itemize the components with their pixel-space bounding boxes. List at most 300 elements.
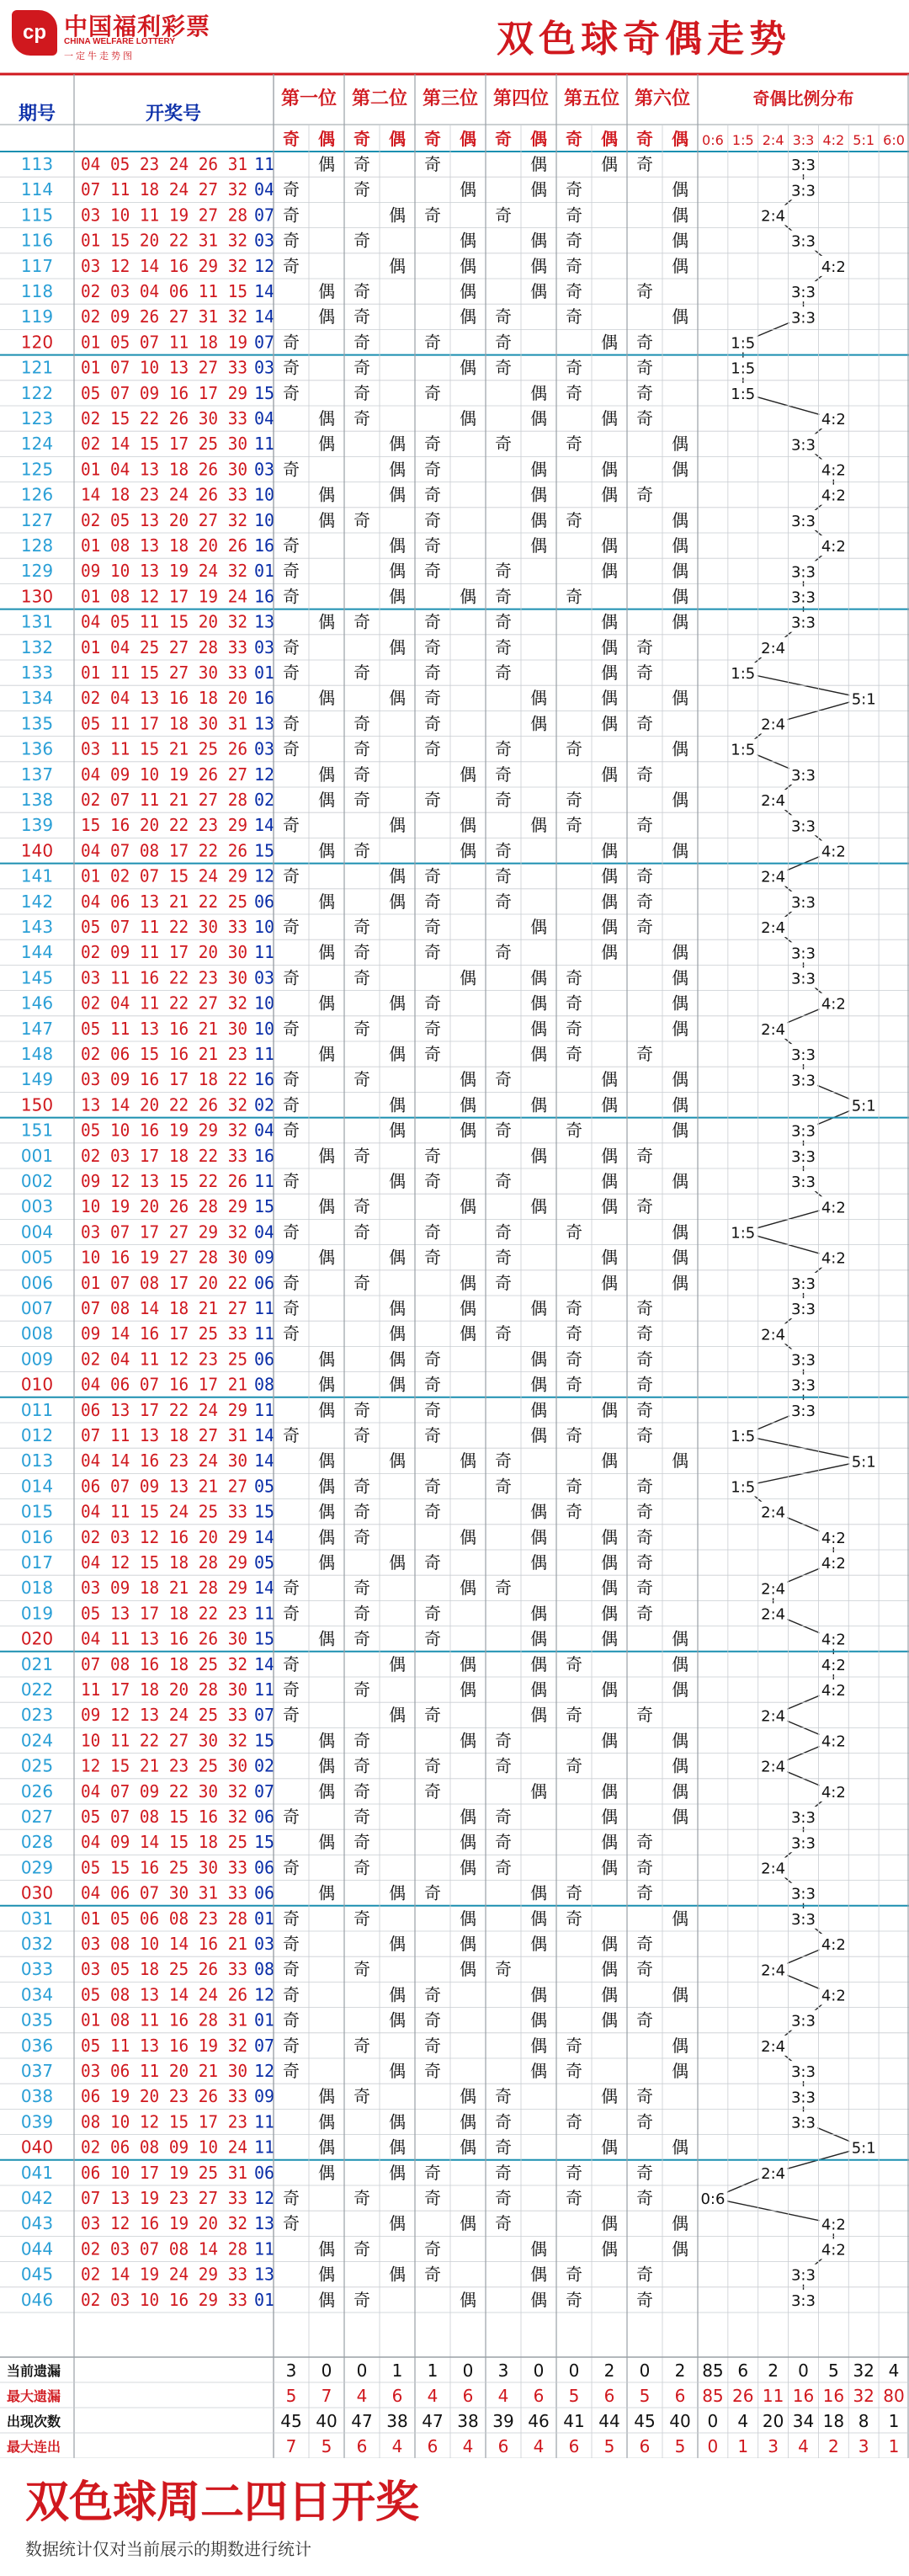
even-mark: 偶 [601,1552,618,1573]
odd-mark: 奇 [495,1120,512,1141]
blue-ball-cell: 11 [254,1044,275,1064]
even-mark: 偶 [530,1679,547,1700]
ratio-mark: 3:3 [790,614,816,632]
red-balls-cell: 01 05 06 08 23 28 [81,1908,247,1929]
odd-mark: 奇 [636,815,653,836]
odd-mark: 奇 [424,713,441,734]
odd-mark: 奇 [566,586,582,607]
even-mark: 偶 [601,332,618,353]
period-cell: 033 [20,1959,54,1980]
odd-mark: 奇 [636,281,653,301]
even-mark: 偶 [460,1857,476,1878]
odd-mark: 奇 [424,942,441,963]
odd-mark: 奇 [283,230,300,251]
even-mark: 偶 [318,764,335,785]
blue-ball-cell: 03 [254,636,275,657]
even-mark: 偶 [672,1908,688,1929]
red-balls-cell: 03 07 17 27 29 32 [81,1221,247,1243]
even-mark: 偶 [530,382,547,403]
ratio-mark: 1:5 [731,1478,756,1497]
even-mark: 偶 [460,2137,476,2158]
period-cell: 002 [20,1171,54,1191]
odd-mark: 奇 [424,1425,441,1445]
period-cell: 038 [20,2086,54,2107]
ratio-mark: 3:3 [790,436,816,455]
lottery-logo-mark: cp [12,10,57,56]
red-balls-cell: 13 14 20 22 26 32 [81,1094,247,1115]
odd-mark: 奇 [283,1934,300,1954]
even-mark: 偶 [672,1272,688,1293]
even-mark: 偶 [318,1145,335,1166]
even-mark: 偶 [601,1171,618,1191]
blue-ball-cell: 04 [254,179,275,200]
stats-value: 6 [674,2386,686,2406]
odd-mark: 奇 [354,1526,370,1547]
red-balls-cell: 02 04 11 22 27 32 [81,993,247,1014]
odd-mark: 奇 [495,434,512,455]
odd-mark: 奇 [636,1603,653,1624]
blue-ball-cell: 05 [254,1476,275,1497]
stats-value: 85 [702,2386,724,2406]
odd-mark: 奇 [283,2061,300,2081]
red-balls-cell: 02 07 11 21 27 28 [81,790,247,810]
period-cell: 149 [20,1069,54,1090]
odd-mark: 奇 [566,281,582,301]
odd-mark: 奇 [495,357,512,378]
odd-mark: 奇 [495,1221,512,1243]
even-mark: 偶 [389,1984,406,2005]
even-mark: 偶 [601,764,618,785]
stats-value: 1 [737,2436,749,2456]
blue-ball-cell: 15 [254,1832,275,1853]
blue-ball-cell: 06 [254,1857,275,1878]
period-cell: 120 [20,332,54,353]
odd-mark: 奇 [566,993,582,1014]
odd-mark: 奇 [636,1298,653,1318]
odd-mark: 奇 [354,2035,370,2056]
blue-ball-cell: 10 [254,1018,275,1039]
odd-mark: 奇 [283,636,300,657]
red-balls-cell: 02 14 15 17 25 30 [81,434,247,455]
even-mark: 偶 [672,1018,688,1039]
even-mark: 偶 [672,535,688,556]
odd-mark: 奇 [354,942,370,963]
stats-value: 18 [822,2411,845,2431]
odd-mark: 奇 [283,917,300,937]
stats-value: 32 [853,2360,874,2381]
even-mark: 偶 [389,1882,406,1903]
stats-value: 4 [462,2436,474,2456]
even-mark: 偶 [672,1221,688,1243]
red-balls-cell: 01 07 08 17 20 22 [81,1272,247,1293]
red-balls-cell: 07 08 14 18 21 27 [81,1298,247,1318]
even-mark: 偶 [672,1628,688,1649]
even-mark: 偶 [601,2009,618,2030]
odd-mark: 奇 [354,357,370,378]
odd-mark: 奇 [566,382,582,403]
even-mark: 偶 [318,509,335,530]
odd-mark: 奇 [636,154,653,174]
lottery-logo-en: CHINA WELFARE LOTTERY [64,37,176,46]
even-mark: 偶 [672,1780,688,1802]
even-mark: 偶 [601,1934,618,1954]
ratio-mark: 3:3 [790,2114,816,2132]
blue-ball-cell: 12 [254,1984,275,2005]
odd-mark: 奇 [424,1476,441,1497]
blue-ball-cell: 07 [254,332,275,353]
red-balls-cell: 04 05 11 15 20 32 [81,611,247,632]
footer-title: 双色球周二四日开奖 [25,2477,420,2528]
even-mark: 偶 [530,1374,547,1395]
blue-ball-cell: 04 [254,1221,275,1243]
period-cell: 114 [20,179,54,200]
ratio-mark: 4:2 [821,1631,846,1649]
even-mark: 偶 [601,1526,618,1547]
odd-mark: 奇 [354,1780,370,1802]
ratio-mark: 4:2 [821,538,846,556]
ratio-mark: 2:4 [761,1326,786,1344]
even-mark: 偶 [672,1679,688,1700]
period-cell: 037 [20,2061,54,2081]
odd-mark: 奇 [354,917,370,937]
footer [0,2458,909,2576]
odd-mark: 奇 [283,2188,300,2208]
stats-value: 4 [356,2386,368,2406]
odd-mark: 奇 [283,738,300,759]
odd-mark: 奇 [283,1807,300,1827]
odd-mark: 奇 [354,2238,370,2259]
odd-mark: 奇 [566,1501,582,1522]
odd-mark: 奇 [495,1730,512,1751]
red-balls-cell: 03 11 16 22 23 30 [81,967,247,988]
odd-mark: 奇 [354,738,370,759]
odd-mark: 奇 [636,2188,653,2208]
red-balls-cell: 09 12 13 24 25 33 [81,1705,247,1726]
ratio-mark: 3:3 [790,309,816,327]
stats-value: 45 [280,2411,302,2431]
period-cell: 021 [20,1653,54,1674]
even-mark: 偶 [530,1882,547,1903]
odd-mark: 奇 [283,815,300,836]
period-cell: 029 [20,1857,54,1878]
odd-mark: 奇 [566,357,582,378]
odd-mark: 奇 [566,1476,582,1497]
even-mark: 偶 [460,1450,476,1472]
even-mark: 偶 [672,2137,688,2158]
odd-mark: 奇 [636,1832,653,1853]
period-cell: 146 [20,993,54,1014]
period-header: 期号 [18,104,56,125]
odd-mark: 奇 [424,1628,441,1649]
period-cell: 017 [20,1552,54,1573]
blue-ball-cell: 08 [254,1959,275,1980]
odd-mark: 奇 [283,1603,300,1624]
odd-mark: 奇 [566,738,582,759]
ratio-mark: 1:5 [731,741,756,759]
even-mark: 偶 [389,459,406,480]
ratio-mark: 2:4 [761,919,786,938]
even-mark: 偶 [601,1959,618,1980]
odd-mark: 奇 [354,1196,370,1217]
even-mark: 偶 [389,434,406,455]
odd-mark: 奇 [495,1323,512,1344]
blue-ball-cell: 15 [254,1501,275,1522]
even-mark: 偶 [460,1069,476,1090]
ratio-mark: 3:3 [790,588,816,607]
stats-value: 6 [356,2436,368,2456]
even-mark: 偶 [530,1044,547,1064]
even-mark: 偶 [389,1349,406,1370]
stats-value: 5 [568,2386,580,2406]
odd-mark: 奇 [354,1832,370,1853]
stats-value: 6 [603,2386,615,2406]
odd-mark: 奇 [566,815,582,836]
odd-mark: 奇 [424,1145,441,1166]
even-mark: 偶 [601,1578,618,1599]
even-mark: 偶 [530,713,547,734]
ratio-mark: 3:3 [790,1301,816,1319]
even-mark: 偶 [389,2137,406,2158]
odd-mark: 奇 [495,2162,512,2183]
red-balls-cell: 04 06 07 16 17 21 [81,1374,247,1395]
red-balls-cell: 10 16 19 27 28 30 [81,1247,247,1268]
red-balls-cell: 07 11 18 24 27 32 [81,179,247,200]
even-mark: 偶 [672,790,688,810]
period-cell: 143 [20,917,54,937]
period-cell: 142 [20,891,54,912]
even-mark: 偶 [672,1450,688,1472]
even-mark: 偶 [389,1705,406,1726]
ratio-mark: 3:3 [790,182,816,200]
red-balls-cell: 01 08 13 18 20 26 [81,535,247,556]
blue-ball-cell: 11 [254,1679,275,1700]
ratio-mark: 3:3 [790,1147,816,1166]
ratio-mark: 2:4 [761,1580,786,1599]
even-header-1: 偶 [318,129,335,149]
even-header-5: 偶 [601,129,618,149]
odd-mark: 奇 [354,1730,370,1751]
red-balls-cell: 05 07 09 16 17 29 [81,382,247,403]
red-balls-cell: 01 08 12 17 19 24 [81,586,247,607]
red-balls-cell: 08 10 12 15 17 23 [81,2111,247,2132]
blue-ball-cell: 01 [254,2289,275,2310]
ratio-mark: 4:2 [821,1783,846,1802]
blue-ball-cell: 13 [254,713,275,734]
odd-mark: 奇 [354,2289,370,2310]
odd-mark: 奇 [495,891,512,912]
period-cell: 137 [20,764,54,785]
stats-value: 6 [639,2436,651,2456]
stats-value: 6 [533,2386,545,2406]
odd-mark: 奇 [283,1857,300,1878]
odd-mark: 奇 [495,738,512,759]
ratio-mark: 3:3 [790,817,816,836]
blue-ball-cell: 11 [254,2111,275,2132]
even-mark: 偶 [530,179,547,200]
odd-mark: 奇 [283,357,300,378]
odd-mark: 奇 [354,611,370,632]
red-balls-cell: 09 12 13 15 22 26 [81,1171,247,1191]
odd-mark: 奇 [424,1044,441,1064]
blue-ball-cell: 14 [254,1653,275,1674]
odd-mark: 奇 [354,2188,370,2208]
even-mark: 偶 [389,561,406,582]
stats-value: 3 [285,2360,297,2381]
stats-value: 0 [707,2436,719,2456]
odd-mark: 奇 [283,713,300,734]
even-mark: 偶 [389,993,406,1014]
blue-ball-cell: 13 [254,2264,275,2285]
odd-mark: 奇 [636,713,653,734]
even-mark: 偶 [318,1755,335,1776]
even-mark: 偶 [530,2264,547,2285]
stats-value: 6 [737,2360,749,2381]
odd-mark: 奇 [636,764,653,785]
period-cell: 144 [20,942,54,963]
blue-ball-cell: 11 [254,2238,275,2259]
red-balls-cell: 01 15 20 22 31 32 [81,230,247,251]
stats-value: 8 [858,2411,869,2431]
even-mark: 偶 [601,663,618,683]
odd-mark: 奇 [636,636,653,657]
blue-ball-cell: 11 [254,1171,275,1191]
odd-mark: 奇 [495,2188,512,2208]
stats-value: 2 [827,2436,839,2456]
even-mark: 偶 [601,459,618,480]
even-mark: 偶 [460,357,476,378]
ratio-mark: 3:3 [790,1046,816,1065]
odd-mark: 奇 [424,484,441,505]
page-title: 双色球奇偶走势 [497,18,791,61]
even-mark: 偶 [318,1526,335,1547]
even-mark: 偶 [318,993,335,1014]
odd-mark: 奇 [354,306,370,327]
odd-mark: 奇 [424,1603,441,1624]
odd-mark: 奇 [636,2289,653,2310]
odd-mark: 奇 [354,1018,370,1039]
odd-mark: 奇 [495,2086,512,2107]
odd-mark: 奇 [354,1272,370,1293]
even-mark: 偶 [318,1196,335,1217]
even-mark: 偶 [389,1094,406,1115]
even-mark: 偶 [601,408,618,428]
even-mark: 偶 [530,1552,547,1573]
even-mark: 偶 [460,1653,476,1674]
odd-mark: 奇 [424,332,441,353]
odd-mark: 奇 [495,663,512,683]
even-mark: 偶 [389,1552,406,1573]
odd-mark: 奇 [636,1934,653,1954]
stats-value: 5 [285,2386,297,2406]
odd-mark: 奇 [495,1857,512,1878]
period-cell: 015 [20,1501,54,1522]
even-mark: 偶 [389,1323,406,1344]
stats-value: 0 [462,2360,474,2381]
red-balls-cell: 04 06 07 30 31 33 [81,1882,247,1903]
odd-mark: 奇 [283,1171,300,1191]
even-mark: 偶 [530,1145,547,1166]
odd-mark: 奇 [566,2111,582,2132]
ratio-mark: 4:2 [821,2241,846,2259]
odd-mark: 奇 [283,663,300,683]
odd-mark: 奇 [636,1145,653,1166]
even-mark: 偶 [318,1780,335,1802]
blue-ball-cell: 14 [254,1425,275,1445]
period-cell: 145 [20,967,54,988]
blue-ball-cell: 11 [254,1323,275,1344]
even-mark: 偶 [460,306,476,327]
stats-value: 39 [492,2411,514,2431]
even-mark: 偶 [389,2213,406,2234]
odd-mark: 奇 [354,2086,370,2107]
even-mark: 偶 [460,1526,476,1547]
even-mark: 偶 [530,993,547,1014]
period-cell: 010 [20,1374,54,1395]
odd-mark: 奇 [566,230,582,251]
ratio-mark: 2:4 [761,1020,786,1039]
odd-mark: 奇 [354,1425,370,1445]
odd-mark: 奇 [354,332,370,353]
even-mark: 偶 [530,1653,547,1674]
even-mark: 偶 [530,408,547,428]
ratio-mark: 4:2 [821,258,846,276]
even-mark: 偶 [530,1501,547,1522]
odd-mark: 奇 [495,2111,512,2132]
odd-mark: 奇 [424,1349,441,1370]
odd-mark: 奇 [495,764,512,785]
even-mark: 偶 [672,434,688,455]
ratio-mark: 2:4 [761,1605,786,1624]
stats-label: 最大遗漏 [7,2388,61,2404]
red-balls-cell: 03 10 11 19 27 28 [81,205,247,226]
odd-mark: 奇 [283,1069,300,1090]
even-mark: 偶 [530,1196,547,1217]
odd-mark: 奇 [495,611,512,632]
odd-mark: 奇 [636,1044,653,1064]
odd-mark: 奇 [636,2264,653,2285]
odd-mark: 奇 [424,434,441,455]
odd-mark: 奇 [424,1755,441,1776]
odd-header-6: 奇 [636,129,653,149]
blue-ball-cell: 16 [254,586,275,607]
odd-mark: 奇 [283,1120,300,1141]
odd-mark: 奇 [424,993,441,1014]
stats-label: 最大连出 [7,2439,61,2455]
odd-mark: 奇 [495,586,512,607]
odd-mark: 奇 [636,917,653,937]
blue-ball-cell: 03 [254,357,275,378]
ratio-mark: 5:1 [851,1453,876,1472]
odd-mark: 奇 [354,179,370,200]
even-mark: 偶 [672,1094,688,1115]
ratio-mark: 2:4 [761,639,786,657]
odd-mark: 奇 [495,1832,512,1853]
ratio-mark: 2:4 [761,2164,786,2183]
even-mark: 偶 [460,815,476,836]
red-balls-cell: 02 15 22 26 30 33 [81,408,247,428]
even-mark: 偶 [389,2061,406,2081]
even-mark: 偶 [601,1984,618,2005]
even-mark: 偶 [460,1323,476,1344]
odd-mark: 奇 [354,840,370,861]
even-mark: 偶 [601,942,618,963]
period-cell: 031 [20,1908,54,1929]
even-mark: 偶 [460,1959,476,1980]
position-header-3: 第三位 [422,88,479,109]
position-header-5: 第五位 [563,88,620,109]
even-mark: 偶 [530,1094,547,1115]
even-header-4: 偶 [530,129,547,149]
